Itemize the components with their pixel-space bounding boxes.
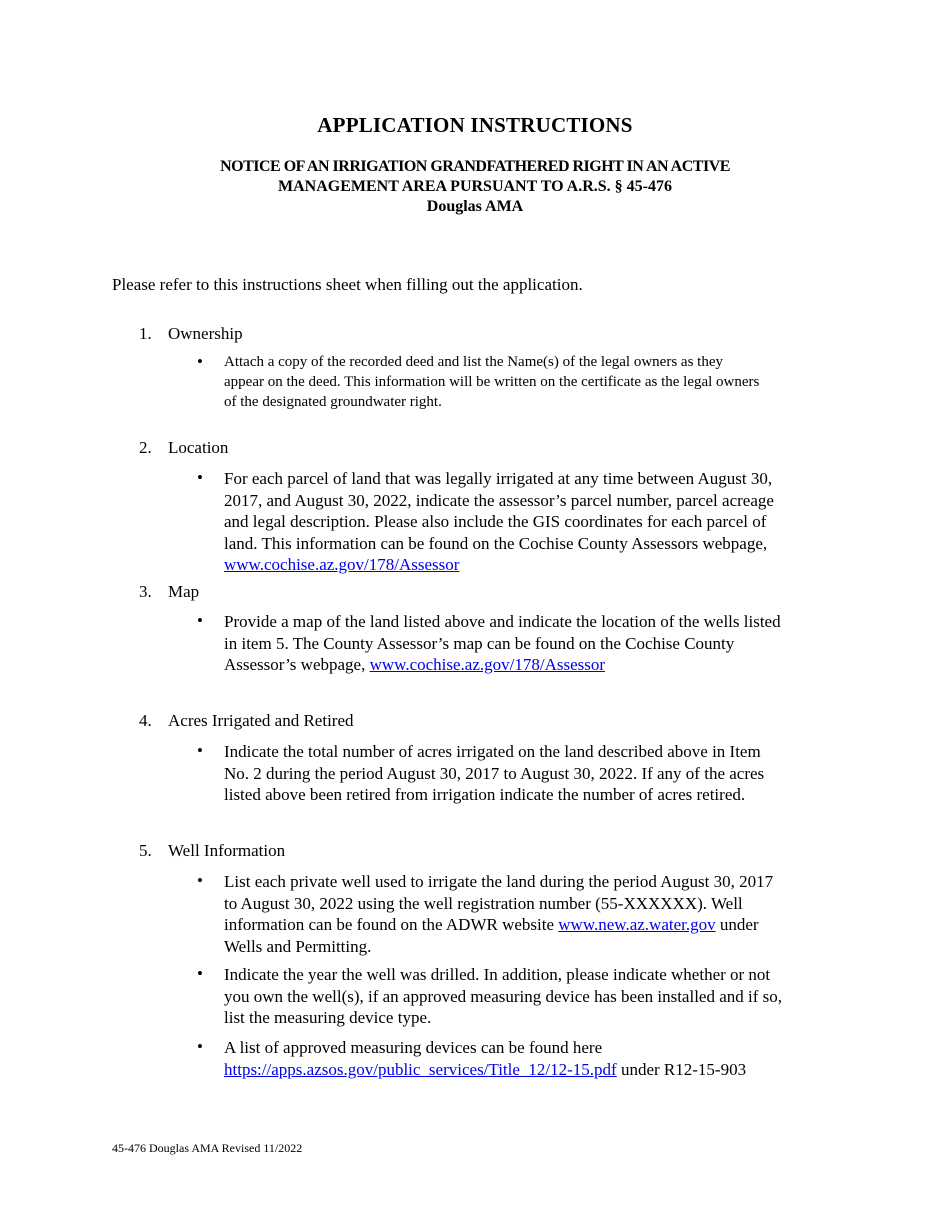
text-line: and legal description. Please also include the GIS coordinates for each parcel of xyxy=(224,512,767,531)
bullet-icon: • xyxy=(197,611,203,630)
intro-text: Please refer to this instructions sheet when filling out the application. xyxy=(112,275,583,294)
section-heading: Ownership xyxy=(168,324,243,343)
section-heading: Acres Irrigated and Retired xyxy=(168,711,354,730)
text-line: No. 2 during the period August 30, 2017 to August 30, 2022. If any of the acres xyxy=(224,763,765,783)
footer-revision: 45-476 Douglas AMA Revised 11/2022 xyxy=(112,1141,303,1155)
text-line: Attach a copy of the recorded deed and list the Name(s) of the legal owners as they xyxy=(224,354,723,370)
text-line: A list of approved measuring devices can be found here xyxy=(224,1038,603,1057)
text-line: list the measuring device type. xyxy=(224,1008,432,1027)
subtitle-line-2: MANAGEMENT AREA PURSUANT TO A.R.S. § 45-476 xyxy=(278,178,672,195)
text-line: 2017, and August 30, 2022, indicate the assessor’s parcel number, parcel acreage xyxy=(224,490,774,510)
section-number: 5. xyxy=(139,841,152,860)
assessor-link[interactable]: www.cochise.az.gov/178/Assessor xyxy=(224,555,460,574)
subtitle-line-3: Douglas AMA xyxy=(426,198,524,215)
text-line: land. This information can be found on the Cochise County Assessors webpage, xyxy=(224,533,768,553)
text-line: you own the well(s), if an approved measuring device has been installed and if so, xyxy=(224,986,783,1006)
bullet-text xyxy=(224,964,844,1029)
text-line: listed above been retired from irrigation indicate the number of acres retired. xyxy=(224,785,746,804)
bullet-text xyxy=(224,352,844,412)
bullet-icon: • xyxy=(197,871,203,890)
bullet-text xyxy=(224,468,844,576)
bullet-text xyxy=(224,1037,844,1080)
bullet-icon: • xyxy=(197,741,203,760)
page-title: APPLICATION INSTRUCTIONS xyxy=(317,113,633,137)
section-heading: Location xyxy=(168,438,229,457)
bullet-text xyxy=(224,741,844,806)
section-heading: Map xyxy=(168,582,200,601)
adwr-website-link[interactable]: www.new.az.water.gov xyxy=(558,915,716,934)
bullet-text xyxy=(224,611,844,676)
text-segment: under R12-15-903 xyxy=(616,1059,747,1079)
measuring-devices-link[interactable]: https://apps.azsos.gov/public_services/Title_12/12-15.pdf xyxy=(224,1059,617,1079)
bullet-icon: • xyxy=(197,1037,203,1056)
bullet-icon: • xyxy=(197,964,203,983)
text-segment: information can be found on the ADWR website xyxy=(224,915,559,934)
section-number: 4. xyxy=(139,711,152,730)
text-segment: under xyxy=(715,915,759,934)
text-line: in item 5. The County Assessor’s map can be found on the Cochise County xyxy=(224,633,735,653)
section-number: 2. xyxy=(139,438,152,457)
bullet-text xyxy=(224,871,844,957)
section-heading: Well Information xyxy=(168,841,286,860)
text-segment: Assessor’s webpage, xyxy=(224,655,370,674)
text-line: Wells and Permitting. xyxy=(224,936,372,956)
text-line: List each private well used to irrigate the land during the period August 30, 2017 xyxy=(224,872,774,891)
text-line: appear on the deed. This information will be written on the certificate as the legal owners xyxy=(224,374,760,390)
text-line: Indicate the total number of acres irrigated on the land described above in Item xyxy=(224,742,761,761)
text-line: Indicate the year the well was drilled. In addition, please indicate whether or not xyxy=(224,965,771,984)
bullet-icon: • xyxy=(197,352,203,371)
text-line: For each parcel of land that was legally irrigated at any time between August 30, xyxy=(224,469,773,488)
subtitle-line-1: NOTICE OF AN IRRIGATION GRANDFATHERED RIGHT IN AN ACTIVE xyxy=(220,158,730,175)
bullet-icon: • xyxy=(197,468,203,487)
text-line: of the designated groundwater right. xyxy=(224,394,442,410)
section-number: 1. xyxy=(139,324,152,343)
text-line: to August 30, 2022 using the well registration number (55-XXXXXX). Well xyxy=(224,893,743,913)
assessor-link[interactable]: www.cochise.az.gov/178/Assessor xyxy=(369,655,606,674)
section-number: 3. xyxy=(139,582,152,601)
text-line: Provide a map of the land listed above and indicate the location of the wells listed xyxy=(224,612,781,631)
